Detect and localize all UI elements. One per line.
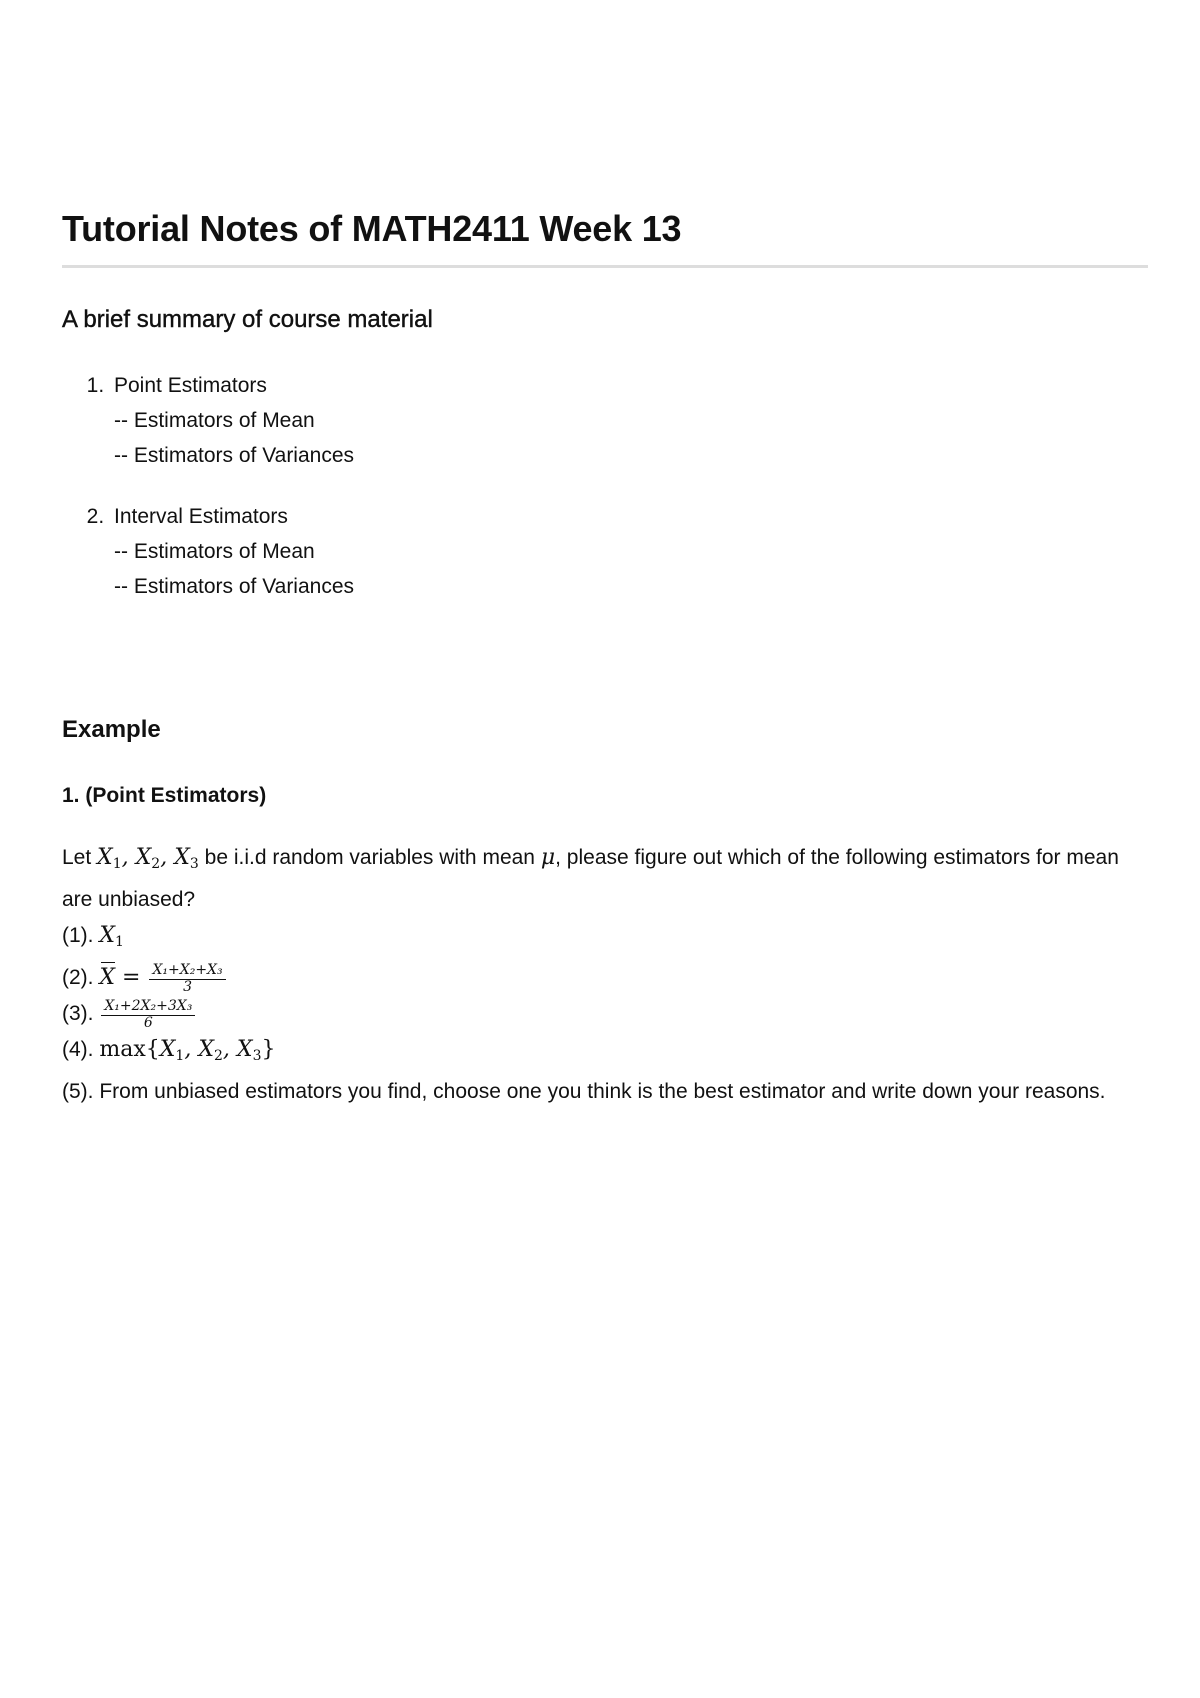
summary-heading: A brief summary of course material [62, 306, 433, 333]
list-subitem: -- Estimators of Mean [114, 540, 315, 563]
question-title: 1. (Point Estimators) [62, 784, 267, 807]
list-item [110, 368, 1148, 473]
question-parts [62, 918, 1148, 1110]
list-item [110, 499, 1148, 604]
intro-text: Let [62, 846, 98, 869]
part-3: (3). $\frac{\text{X₁+2X₂+3X₃}}{6}$ [62, 996, 1148, 1032]
part-1: (1). $X_1$ [62, 923, 124, 950]
list-subitem: -- Estimators of Variances [114, 444, 355, 467]
intro-text: be i.i.d random variables with mean [198, 846, 541, 869]
list-item-label: Interval Estimators [114, 505, 288, 528]
question-intro [62, 840, 1148, 918]
fraction: $\frac{\text{X₁+X₂+X₃}}{3}$ [149, 962, 225, 995]
intro-text: , please figure out which of the following estimators for mean are unbiased? [62, 846, 1119, 911]
list-subitem: -- Estimators of Mean [114, 409, 315, 432]
math-mu: μ [540, 845, 556, 870]
list-item-label: Point Estimators [114, 374, 267, 397]
page-title: Tutorial Notes of MATH2411 Week 13 [62, 206, 1148, 268]
fraction: $\frac{\text{X₁+2X₂+3X₃}}{6}$ [101, 998, 195, 1031]
summary-list [62, 368, 1148, 604]
math-variable: $X_1$, $X_2$, $X_3$ [97, 845, 199, 872]
list-subitem: -- Estimators of Variances [114, 575, 355, 598]
part-5: (5). From unbiased estimators you find, choose one you think is the best estimator and write down your reasons. [62, 1080, 1106, 1103]
part-4: (4). $\max\{X_1$, $X_2$, $X_3$} [62, 1037, 276, 1064]
document-content [62, 180, 1148, 1110]
example-heading: Example [62, 716, 161, 743]
part-2: (2). X = $\frac{\text{X₁+X₂+X₃}}{3}$ [62, 960, 1148, 996]
